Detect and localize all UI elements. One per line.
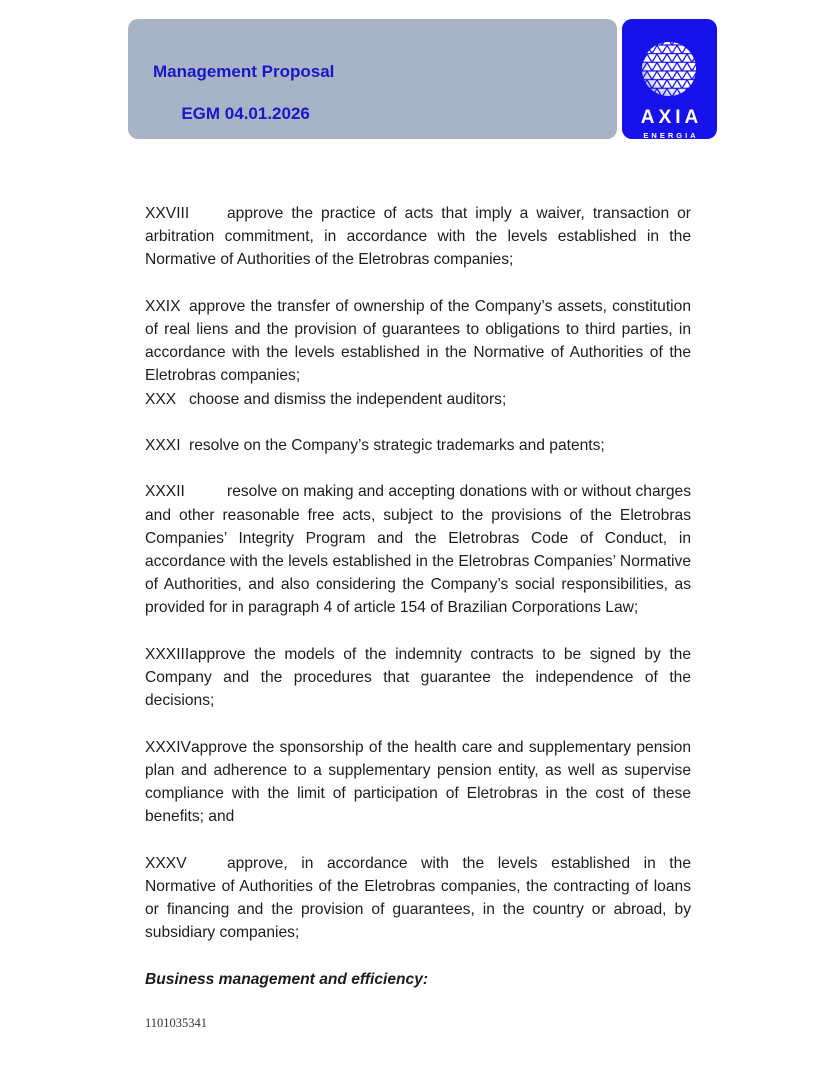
clause-numeral: XXXII	[145, 483, 185, 501]
clause-numeral: XXX	[145, 390, 177, 408]
document-body	[145, 202, 691, 991]
logo-subbrand-text: ENERGIA	[643, 131, 699, 139]
page-title-line2: EGM 04.01.2026	[181, 104, 310, 123]
clause-xxix	[145, 295, 691, 388]
clause-xxxiii	[145, 643, 691, 713]
company-logo	[622, 19, 717, 139]
clause-xxviii	[145, 202, 691, 272]
section-heading: Business management and efficiency:	[145, 970, 429, 988]
clause-numeral: XXXV	[145, 854, 187, 872]
clause-text: approve the transfer of ownership of the Company’s assets, constitution of real liens and the provision of guarantees to obligations to third parties, in accordance with the levels established in the Normative of Authorities of the Eletrobras companies;	[145, 297, 691, 385]
clause-text: approve the practice of acts that imply a waiver, transaction or arbitration commitment, in accordance with the levels established in the Normative of Authorities of the Eletrobras companies;	[145, 205, 691, 269]
logo-brand-text: AXIA	[640, 107, 703, 128]
clause-text: choose and dismiss the independent auditors;	[189, 390, 507, 408]
footer-document-number: 1101035341	[145, 1016, 208, 1030]
page-title-line1: Management Proposal	[153, 62, 335, 81]
clause-text: approve the models of the indemnity contracts to be signed by the Company and the procedures that guarantee the independence of the decisions;	[145, 645, 691, 710]
clause-xxxv	[145, 852, 691, 945]
clause-numeral: XXIX	[145, 297, 181, 315]
clause-xxx	[145, 388, 691, 411]
clause-xxxii	[145, 480, 691, 619]
clause-numeral: XXXIII	[145, 645, 190, 663]
clause-numeral: XXVIII	[145, 205, 190, 222]
clause-text: resolve on the Company’s strategic trademarks and patents;	[189, 437, 605, 454]
clause-text: approve, in accordance with the levels established in the Normative of Authorities of the Eletrobras companies, the contracting of loans or financing and the provision of guarantees, in the country or abroad, by subsidiary companies;	[145, 854, 691, 942]
clause-text: approve the sponsorship of the health care and supplementary pension plan and adherence to a supplementary pension entity, as well as supervise compliance with the limit of participation of Eletrobras in the cost of these benefits; and	[145, 738, 691, 826]
clause-xxxiv	[145, 736, 691, 829]
clause-numeral: XXXIV	[145, 738, 191, 756]
clause-xxxi	[145, 434, 691, 457]
clause-text: resolve on making and accepting donations with or without charges and other reasonable free acts, subject to the provisions of the Eletrobras Companies’ Integrity Program and the Eletrobras Code of Conduct, in accordance with the levels established in the Eletrobras Companies’ Normative of Authorities, and also considering the Company’s social responsibilities, as provided for in paragraph 4 of article 154 of Brazilian Corporations Law;	[145, 483, 691, 617]
page-title	[153, 61, 334, 145]
header-banner	[128, 19, 617, 139]
clause-numeral: XXXI	[145, 437, 181, 454]
